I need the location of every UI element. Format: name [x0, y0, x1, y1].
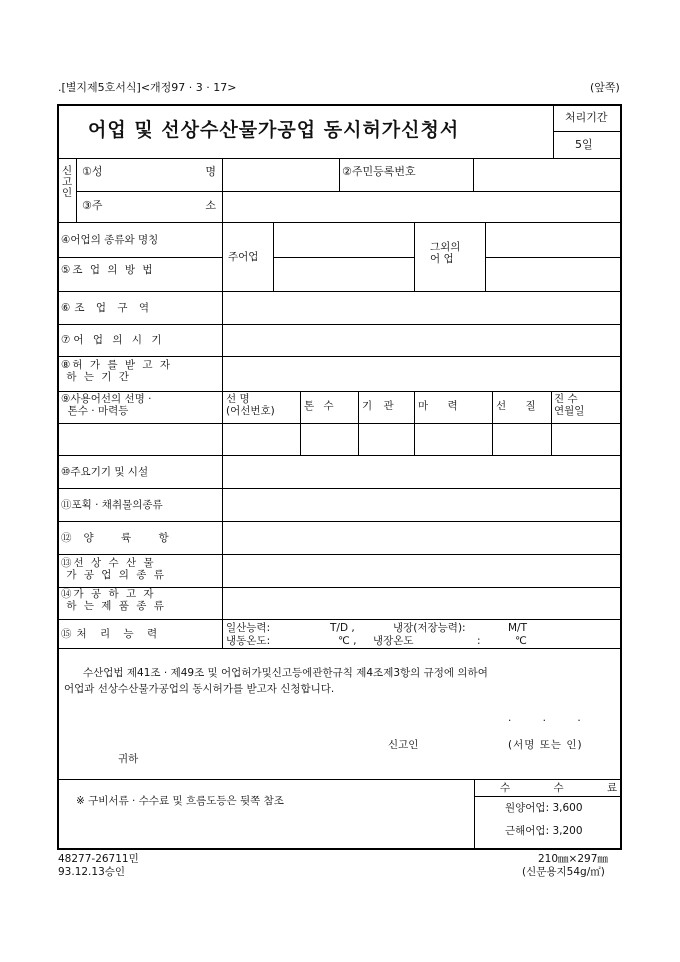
facility-row-bottom — [57, 488, 621, 489]
applicant-bottom-line — [57, 222, 621, 223]
signature-or-seal: (서명 또는 인) — [508, 739, 583, 751]
outer-left-border — [57, 104, 59, 850]
processing-mid-line — [553, 131, 621, 132]
label-col-divider-fishery — [222, 222, 223, 291]
product-type-label: ⑭가 공 하 고 자 하 는 제 품 종 류 — [61, 588, 166, 612]
applicant-signature-label: 신고인 — [388, 739, 419, 751]
name-label: ①성 명 — [82, 165, 216, 178]
fishing-season-label: ⑦어 업 의 시 기 — [61, 334, 165, 346]
fee-title-bottom — [474, 796, 621, 797]
application-date: . . . — [508, 712, 595, 724]
addressee: 귀하 — [118, 753, 139, 765]
statement-line-1: 수산업법 제41조 · 제49조 및 어업허가및신고등에관한규칙 제4조제3항의 규정에 의하여 — [83, 667, 488, 679]
capacity-line-2b: ℃ , — [338, 635, 357, 647]
type-method-line-left — [57, 257, 222, 258]
rrn-value-divider — [473, 158, 474, 191]
outer-bottom-border — [57, 848, 622, 850]
statement-line-2: 어업과 선상수산물가공업의 동시허가를 받고자 신청합니다. — [64, 683, 335, 695]
capacity-line-1c: 냉장(저장능력): — [393, 622, 466, 634]
catch-type-label: ⑪포획 · 채취물의종류 — [61, 499, 163, 511]
fee-distant-water: 원양어업: 3,600 — [505, 802, 583, 814]
landing-row-bottom — [57, 554, 621, 555]
fishing-area-label: ⑥조 업 구 역 — [61, 302, 153, 314]
approval-date: 93.12.13승인 — [58, 866, 126, 878]
capacity-line-2e: ℃ — [515, 635, 527, 647]
landing-port-label: ⑫양 륙 항 — [61, 532, 181, 544]
label-column-divider-top — [222, 158, 223, 222]
other-fishery-mid-line — [485, 257, 621, 258]
vessel-col-engine: 기 관 — [362, 400, 398, 412]
applicant-group-label: 신 고 인 — [62, 165, 73, 200]
capacity-row-bottom — [57, 648, 621, 649]
capacity-line-2a: 냉동온도: — [226, 635, 271, 647]
method-row-bottom — [57, 291, 621, 292]
season-row-bottom — [57, 356, 621, 357]
outer-top-border — [57, 104, 622, 106]
fishery-method-label: ⑤조 업 의 방 법 — [61, 264, 155, 276]
capacity-line-1a: 일산능력: — [226, 622, 271, 634]
other-fishery-label: 그외의 어 업 — [430, 241, 461, 265]
name-rrn-divider — [339, 158, 340, 191]
form-number: 48277-26711민 — [58, 853, 139, 865]
vessel-header-bottom — [57, 423, 621, 424]
vessel-col-tonnage: 톤 수 — [304, 400, 337, 412]
attachments-note: ※ 구비서류 · 수수료 및 흐름도등은 뒷쪽 참조 — [76, 795, 284, 807]
catch-row-bottom — [57, 521, 621, 522]
other-fishery-left — [414, 222, 415, 291]
fee-coastal: 근해어업: 3,200 — [505, 825, 583, 837]
applicant-group-divider — [76, 158, 77, 222]
period-row-bottom — [57, 391, 621, 392]
capacity-label: ⑮처 리 능 력 — [61, 628, 163, 640]
name-row-bottom — [76, 191, 621, 192]
processing-value: 5일 — [575, 138, 593, 151]
paper-type: (신문용지54g/㎡) — [522, 866, 605, 878]
paper-size: 210㎜×297㎜ — [538, 853, 608, 865]
capacity-line-2c: 냉장온도 — [373, 635, 414, 647]
fee-divider — [474, 779, 475, 849]
vessel-col-launch-date: 진 수 연월일 — [554, 393, 585, 417]
form-title: 어업 및 선상수산물가공업 동시허가신청서 — [88, 119, 460, 141]
fishery-type-label: ④어업의 종류와 명칭 — [61, 234, 159, 246]
form-reference: .[별지제5호서식]<개정97 · 3 · 17> — [58, 81, 237, 94]
product-row-bottom — [57, 619, 621, 620]
capacity-line-1b: T/D , — [330, 622, 355, 634]
address-label: ③주 소 — [82, 199, 216, 212]
page-side-label: (앞쪽) — [590, 81, 620, 94]
permit-period-label: ⑧허 가 를 받 고 자 하 는 기 간 — [61, 359, 172, 383]
area-row-bottom — [57, 324, 621, 325]
main-fishery-mid-line — [273, 257, 414, 258]
vessel-col-name: 선 명 (어선번호) — [226, 393, 275, 417]
label-col-divider-mid — [222, 291, 223, 391]
outer-right-border — [620, 104, 622, 850]
vessel-col-horsepower: 마 력 — [418, 400, 466, 412]
capacity-line-2d: : — [477, 635, 481, 647]
statement-bottom — [57, 779, 621, 780]
vessel-label: ⑨사용어선의 선명 · 톤수 · 마력등 — [61, 393, 152, 417]
capacity-line-1d: M/T — [508, 622, 528, 634]
processing-label: 처리기간 — [565, 111, 608, 124]
facility-label: ⑩주요기기 및 시설 — [61, 466, 149, 478]
processing-type-label: ⑬선 상 수 산 물 가 공 업 의 종 류 — [61, 557, 166, 581]
vessel-row-bottom — [57, 455, 621, 456]
vessel-col-material: 선 질 — [496, 400, 544, 412]
fee-title: 수 수 료 — [500, 782, 638, 794]
rrn-label: ②주민등록번호 — [342, 165, 416, 178]
main-fishery-label: 주어업 — [228, 251, 259, 263]
